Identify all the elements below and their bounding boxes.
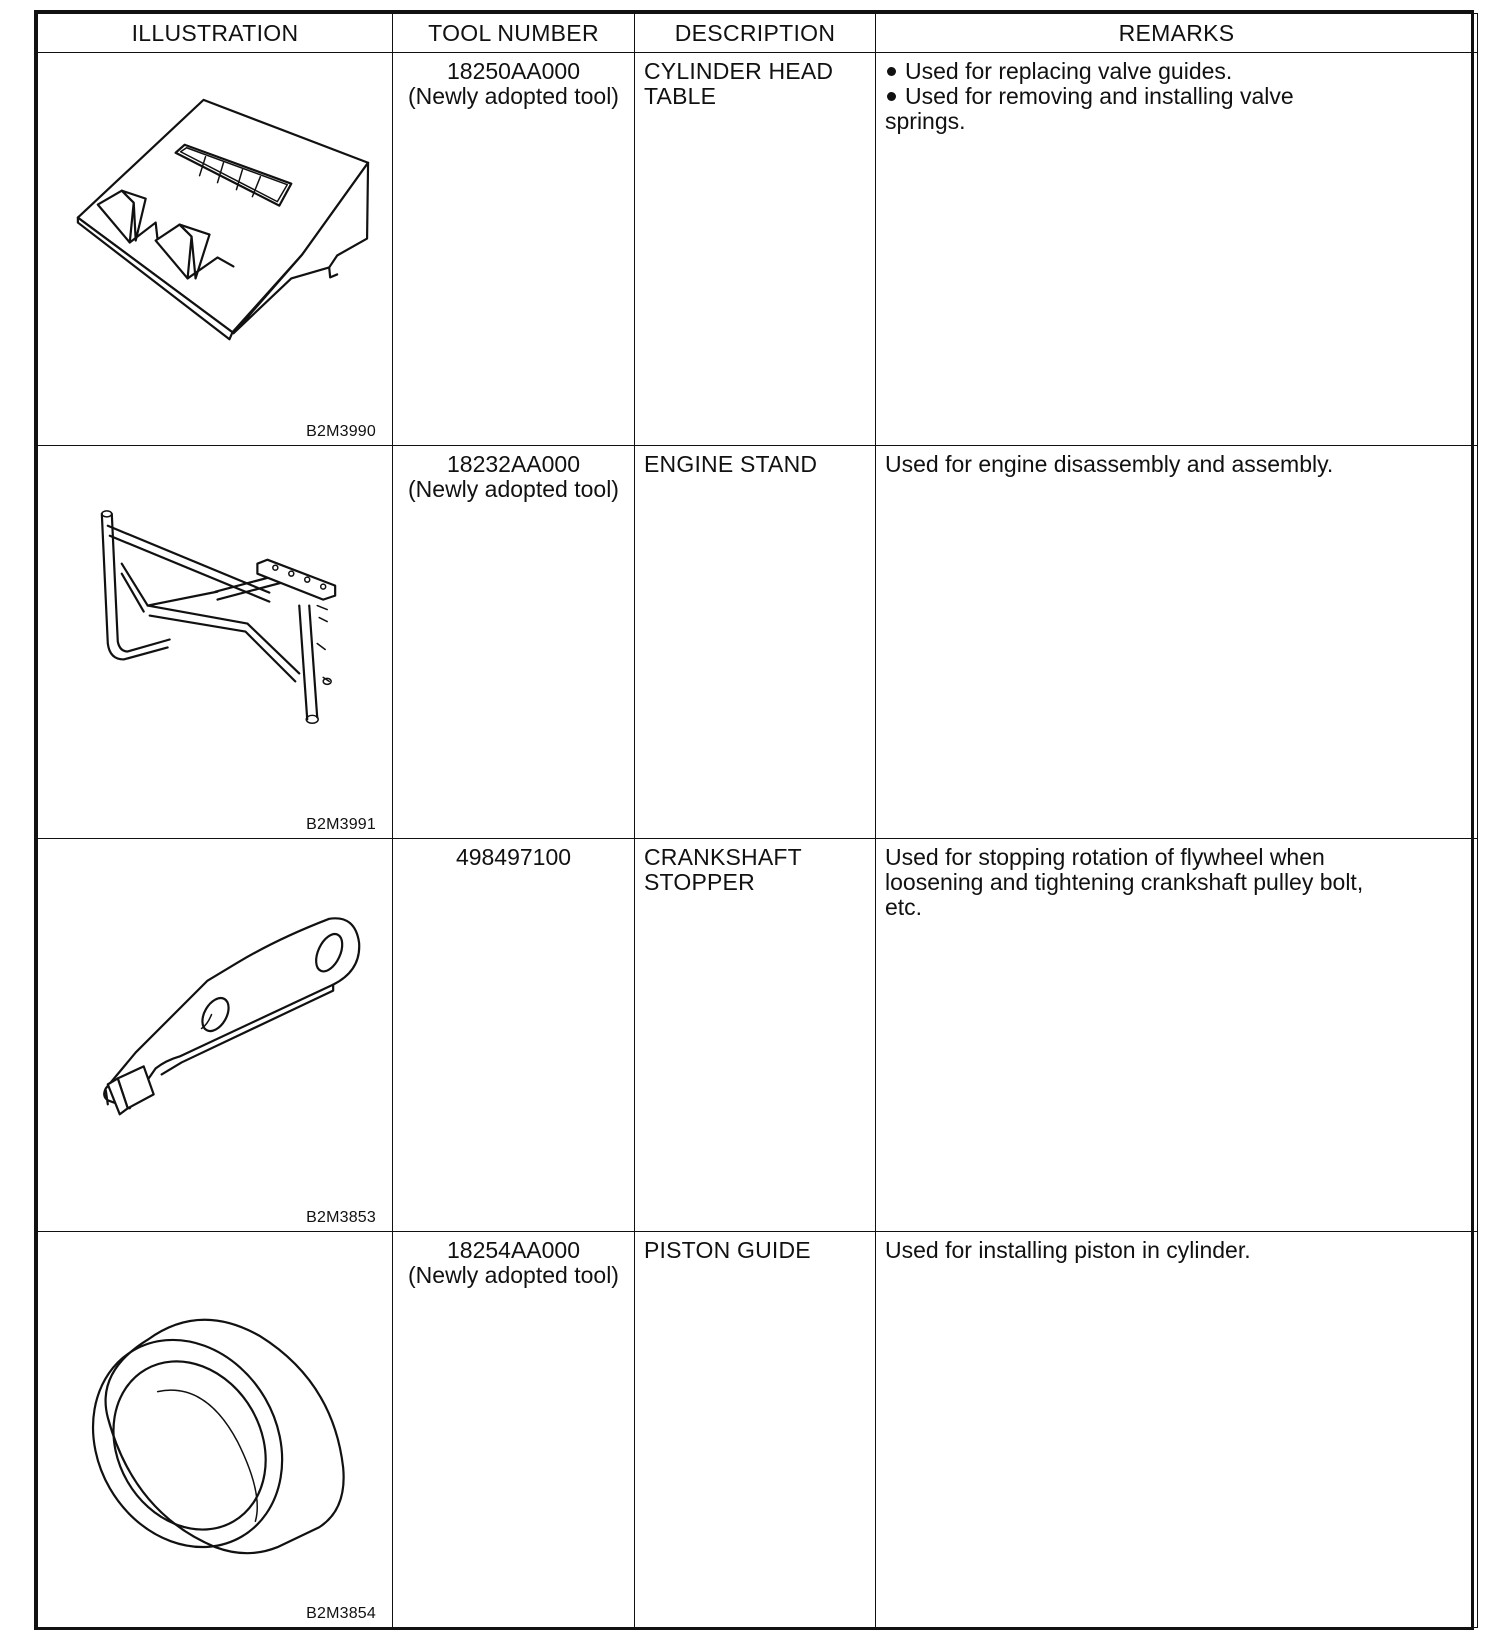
crankshaft-stopper-illustration (38, 839, 392, 1231)
table-row (38, 446, 1478, 839)
description-cell (635, 1232, 876, 1628)
cylinder-head-table-illustration (38, 53, 392, 445)
remarks-bullet (885, 84, 1467, 109)
figure-code: B2M3990 (306, 423, 376, 440)
description-cell (635, 446, 876, 839)
remarks-bullet (885, 59, 1467, 84)
remarks-text: springs. (885, 108, 966, 134)
engine-stand-illustration (38, 446, 392, 838)
remarks-text: loosening and tightening crankshaft pulley bolt, (885, 869, 1364, 895)
special-tools-sheet (34, 10, 1474, 1630)
description-line: PISTON GUIDE (644, 1237, 811, 1263)
tool-number: 498497100 (455, 844, 572, 870)
remarks-text: etc. (885, 894, 923, 920)
tool-note: (Newly adopted tool) (408, 1262, 619, 1288)
illustration-cell (38, 53, 393, 446)
description-cell (635, 839, 876, 1232)
table-row (38, 839, 1478, 1232)
description-line: CRANKSHAFT (644, 844, 802, 870)
figure-code: B2M3854 (306, 1605, 376, 1622)
description-line: TABLE (644, 83, 717, 109)
column-header-remarks: REMARKS (876, 14, 1478, 53)
figure-code: B2M3991 (306, 816, 376, 833)
piston-guide-illustration (38, 1232, 392, 1627)
description-cell (635, 53, 876, 446)
tool-number: 18232AA000 (446, 451, 580, 477)
illustration-cell (38, 839, 393, 1232)
remarks-text: Used for replacing valve guides. (905, 58, 1233, 84)
bullet-icon (887, 67, 896, 76)
tool-number-cell (393, 839, 635, 1232)
remarks-text: Used for removing and installing valve (905, 83, 1294, 109)
illustration-cell (38, 1232, 393, 1628)
description-line: ENGINE STAND (644, 451, 818, 477)
tool-note: (Newly adopted tool) (408, 476, 619, 502)
tool-number: 18254AA000 (446, 1237, 580, 1263)
remarks-text: Used for stopping rotation of flywheel when (885, 844, 1325, 870)
column-header-description: DESCRIPTION (635, 14, 876, 53)
figure-code: B2M3853 (306, 1209, 376, 1226)
table-row (38, 53, 1478, 446)
tool-number-cell (393, 53, 635, 446)
column-header-tool-number: TOOL NUMBER (393, 14, 635, 53)
table-row (38, 1232, 1478, 1628)
tool-note: (Newly adopted tool) (408, 83, 619, 109)
remarks-text: Used for installing piston in cylinder. (885, 1237, 1251, 1263)
tool-number-cell (393, 446, 635, 839)
illustration-cell (38, 446, 393, 839)
tool-number-cell (393, 1232, 635, 1628)
column-header-illustration: ILLUSTRATION (38, 14, 393, 53)
remarks-cell (876, 446, 1478, 839)
remarks-cell (876, 839, 1478, 1232)
bullet-icon (887, 92, 896, 101)
tool-number: 18250AA000 (446, 58, 580, 84)
remarks-cell (876, 53, 1478, 446)
special-tools-table (37, 13, 1478, 1628)
remarks-cell (876, 1232, 1478, 1628)
remarks-text: Used for engine disassembly and assembly. (885, 451, 1334, 477)
description-line: STOPPER (644, 869, 755, 895)
header-row (38, 14, 1478, 53)
description-line: CYLINDER HEAD (644, 58, 834, 84)
